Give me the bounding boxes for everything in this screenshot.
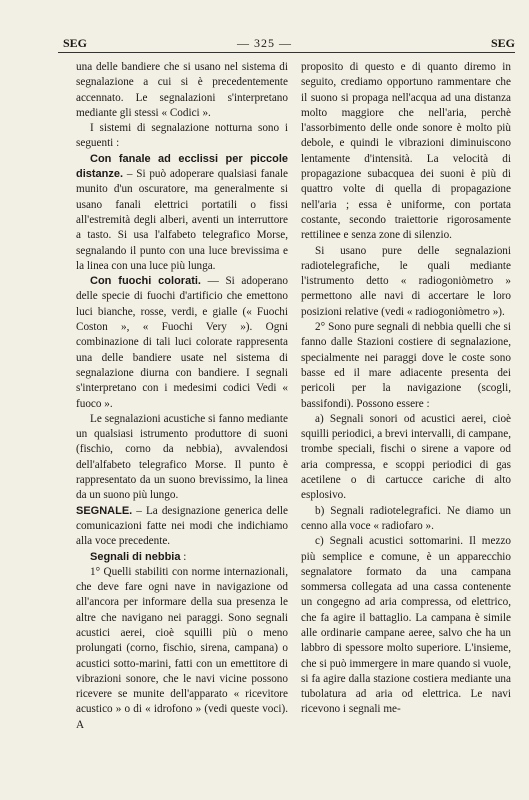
paragraph: b) Segnali radiotelegrafici. Ne diamo un cenno alla voce « radiofaro ».	[301, 504, 511, 532]
entry-text: – Si può adoperare qualsiasi fanale munito d'un oscuratore, ma generalmente si usano fanali elettrici portatili o fissi all'estremità degli alberi, aventi un interruttore a tasto. Si usa l'alfabeto telegrafico Morse, segnalando il punto con una luce brevissima e la linea con una luce più lunga.	[76, 168, 288, 272]
paragraph: c) Segnali acustici sottomarini. Il mezzo più semplice e comune, è un apparecchio segnalatore formato da una campana sommersa collegata ad una cassa contenente un congegno ad aria compressa, od elettrico, che fa agire il battaglio. La campana è simile alle ordinarie campane aeree, salvo che ha un labbro di spessore molto superiore. L'insieme, che si può immergere in mare quando si vuole, si fa agire dalla stazione costiera mediante una tubolatura ad aria od elettrica. Le navi ricevono i segnali me-	[301, 535, 511, 716]
entry-text: – La designazione generica delle comunicazioni fatte nei modi che indichiamo alla voce precedente.	[76, 504, 288, 548]
entry-text: :	[180, 550, 187, 563]
entry-segnale	[76, 504, 288, 550]
running-head-left: SEG	[63, 36, 88, 50]
paragraph: Le segnalazioni acustiche si fanno mediante un qualsiasi istrumento produttore di suoni (fischio, corno da nebbia), avvalendosi dell'alfabeto telegrafico Morse. Il punto è rappresentato da un suono brevissimo, la linea da un suono più lungo.	[76, 412, 288, 502]
paragraph: 2° Sono pure segnali di nebbia quelli che si fanno dalle Stazioni costiere di segnalazione, specialmente nei paraggi dove le coste sono basse ed il mare adiacente presenta dei pericoli per la navigazione (scogli, bassifondi). Possono essere :	[301, 321, 511, 410]
page-number: — 325 —	[237, 36, 292, 50]
paragraph: proposito di questo e di quanto diremo in seguito, crediamo opportuno rammentare che il suono si propaga nell'acqua ad una distanza molto maggiore che nell'aria, perchè l'assorbimento delle onde sonore è molto più debole, e quindi le vibrazioni diminuiscono lentamente d'intensità. La velocità di propagazione subacquea dei suoni è più di quattro volte di quella di propagazione nell'aria ; essa è uniforme, con portata costante, secondo traiettorie rigorosamente rettilinee e senza zone di silenzio.	[301, 61, 511, 242]
entry-fuochi	[76, 274, 288, 412]
page-header	[0, 36, 529, 52]
entry-heading: Con fuochi colorati.	[90, 275, 201, 288]
entry-nebbia	[76, 550, 288, 565]
entry-ecclissi	[76, 152, 288, 274]
header-rule	[58, 52, 515, 53]
paragraph: una delle bandiere che si usano nel sistema di segnalazione a cui si è precedentemente accennato. Le segnalazioni s'interpretano mediante gli stessi « Codici ».	[76, 61, 288, 119]
right-column	[301, 60, 511, 718]
paragraph: I sistemi di segnalazione notturna sono i seguenti :	[76, 122, 288, 150]
left-column	[76, 60, 288, 733]
paragraph: a) Segnali sonori od acustici aerei, cioè squilli periodici, a brevi intervalli, di campane, trombe speciali, fischi o sirene a vapore od aria compressa, e scoppi periodici di gas acetilene o di cartucce cariche di alto esplosivo.	[301, 412, 511, 502]
paragraph: 1° Quelli stabiliti con norme internazionali, che deve fare ogni nave in navigazione od all'ancora per informare della sua presenza le altre che navigano nei paraggi. Sono segnali acustici aerei, cioè squilli più o meno prolungati (corno, fischio, sirena, campana) o acustici sotto-marini, fatti con un emettitore di vibrazioni sonore, che le navi vicine possono ricevere se munite dell'apparato « ricevitore acustico » o di « idrofono » (vedi queste voci). A	[76, 565, 288, 731]
entry-heading: SEGNALE.	[76, 504, 133, 517]
entry-heading: Segnali di nebbia	[90, 550, 181, 563]
paragraph: Si usano pure delle segnalazioni radiotelegrafiche, le quali mediante l'istrumento detto « radiogoniòmetro » permettono alle navi di accertare le loro posizioni relative (vedi « radiogoniòmetro »).	[301, 244, 511, 318]
entry-text: — Si adoperano delle specie di fuochi d'artificio che emettono luci bianche, rosse, verdi, e gialle (« Fuochi Coston », « Fuochi Very »). Ogni combinazione di tali luci colorate rappresenta una delle bandiere usate nel sistema di segnalazione diurna con bandiere. I segnali s'interpretano con i medesimi codici Vedi « fuoco ».	[76, 275, 288, 410]
entry-heading: Con fanale ad ecclissi per piccole distanze.	[76, 152, 288, 181]
running-head-right: SEG	[490, 36, 515, 50]
